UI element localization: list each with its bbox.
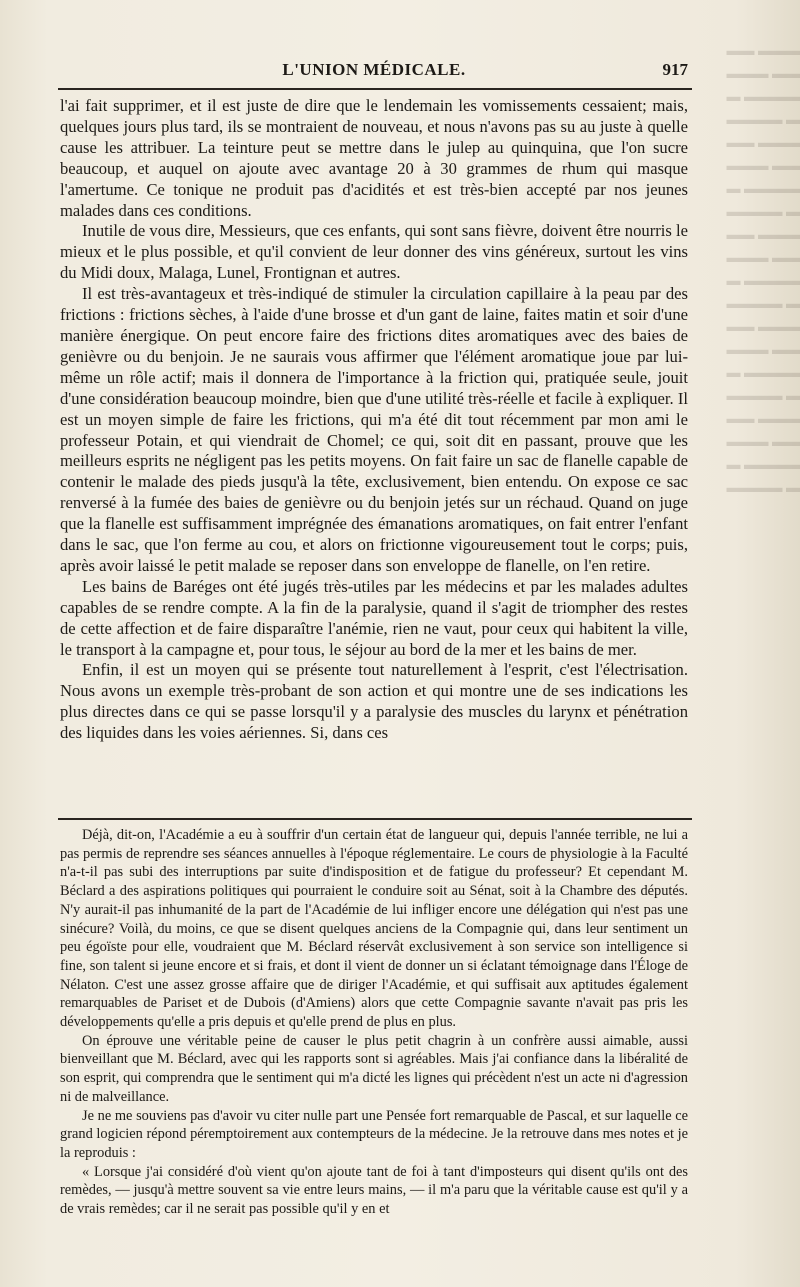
- body-paragraph-5: Enfin, il est un moyen qui se présente tout naturellement à l'esprit, c'est l'électrisation. Nous avons un exemple très-probant de son action et qui montre une de ses indications les plus directes dans ce qui se passe lorsqu'il y a paralysie des muscles du larynx et pénétration des liquides dans les voies aériennes. Si, dans ces: [60, 660, 688, 743]
- header-rule: [58, 88, 692, 90]
- body-paragraph-2: Inutile de vous dire, Messieurs, que ces enfants, qui sont sans fièvre, doivent être nourris le mieux et le plus possible, et qu'il convient de leur donner des vins généreux, surtout les vins du Midi doux, Malaga, Lunel, Frontignan et autres.: [60, 221, 688, 283]
- note-paragraph-4: « Lorsque j'ai considéré d'où vient qu'on ajoute tant de foi à tant d'imposteurs qui disent qu'ils ont des remèdes, — jusqu'à mettre souvent sa vie entre leurs mains, — il m'a paru que la véritable cause est qu'il y a de vrais remèdes; car il ne serait pas possible qu'il y en et: [60, 1163, 688, 1218]
- note-paragraph-1: Déjà, dit-on, l'Académie a eu à souffrir d'un certain état de langueur qui, depuis l'année terrible, ne lui a pas permis de reprendre ses séances annuelles à l'époque réglementaire. Le cours de physiologie à la Faculté n'a-t-il pas subi des interruptions par suite d'indisposition et de fatigue du professeur? Et cependant M. Béclard a des aspirations politiques qui pourraient le conduire soit au Sénat, soit à la Chambre des députés. N'y aurait-il pas inhumanité de la part de l'Académie de lui infliger encore une délégation qui n'est pas une sinécure? Voilà, du moins, ce que se disent quelques anciens de la Compagnie qui, dans leur sentiment un peu égoïste pour elle, voudraient que M. Béclard réservât exclusivement à son service son intelligence si fine, son talent si jeune encore et si frais, et dont il vient de donner un si éclatant témoignage dans l'Éloge de Nélaton. C'est une assez grosse affaire que de diriger l'Académie, et qui suffisait aux aptitudes également remarquables de Pariset et de Dubois (d'Amiens) alors que cette Compagnie savante n'avait pas pris les développements qu'elle a pris depuis et qu'elle prend de plus en plus.: [60, 827, 688, 1031]
- note-paragraph-2: On éprouve une véritable peine de causer le plus petit chagrin à un confrère aussi aimable, aussi bienveillant que M. Béclard, avec qui les rapports sont si agréables. Mais j'ai confiance dans la libéralité de son esprit, qui comprendra que le sentiment qui m'a dicté les lignes qui précèdent n'est un acte ni d'agression ni de malveillance.: [60, 1032, 688, 1105]
- running-title: L'UNION MÉDICALE.: [282, 60, 466, 79]
- body-paragraph-1: l'ai fait supprimer, et il est juste de dire que le lendemain les vomissements cessaient; mais, quelques jours plus tard, ils se montraient de nouveau, et nous n'avons pas su au juste à quelle cause les attribuer. La teinture peut se mettre dans le julep au quinquina, que l'on sucre beaucoup, et auquel on ajoute avec avantage 20 à 30 grammes de rhum qui masque l'amertume. Ce tonique ne produit pas d'acidités et est très-bien accepté par nos jeunes malades dans ces conditions.: [60, 96, 688, 220]
- show-through-texture: ▬▬▬ ▬▬ ▬▬ ▬▬▬ ▬▬▬▬ ▬ ▬ ▬▬▬▬ ▬▬▬ ▬▬ ▬▬ ▬▬▬ ▬▬▬▬ ▬ ▬ ▬▬▬▬ ▬▬▬ ▬▬ ▬▬ ▬▬▬ ▬▬▬▬ ▬ ▬ ▬▬▬▬ ▬▬▬ ▬▬ ▬▬ ▬▬▬ ▬▬▬▬ ▬ ▬ ▬▬▬▬ ▬▬▬ ▬▬ ▬▬ ▬▬▬ ▬▬▬▬ ▬ ▬ ▬▬▬▬: [726, 44, 800, 496]
- page-number: 917: [662, 60, 688, 79]
- page-header: [60, 58, 688, 86]
- feuilleton-text: [60, 826, 688, 1219]
- main-text: [60, 96, 688, 744]
- note-paragraph-3: Je ne me souviens pas d'avoir vu citer nulle part une Pensée fort remarquable de Pascal, et sur laquelle ce grand logicien répond péremptoirement aux contempteurs de la médecine. Je la retrouve dans mes notes et je la reproduis :: [60, 1107, 688, 1161]
- section-rule: [58, 818, 692, 820]
- body-paragraph-3: Il est très-avantageux et très-indiqué de stimuler la circulation capillaire à la peau par des frictions : frictions sèches, à l'aide d'une brosse et d'un gant de laine, faites matin et soir d'une manière énergique. On peut encore faire des frictions dites aromatiques avec des baies de genièvre ou du benjoin. Je ne saurais vous affirmer que l'élément aromatique joue par lui-même un rôle actif; mais il donnera de l'importance à la friction qui, pratiquée seule, jouit d'une considération beaucoup moindre, bien que d'une utilité très-réelle et facile à expliquer. Il est un moyen simple de faire les frictions, qui m'a été dit tout récemment par mon ami le professeur Potain, et qui viendrait de Chomel; ce qui, soit dit en passant, prouve que les meilleurs esprits ne négligent pas les petits moyens. On fait faire un sac de flanelle capable de contenir le malade des pieds jusqu'à la tête, exclusivement, bien entendu. On expose ce sac renversé à la fumée des baies de genièvre ou du benjoin jetés sur un réchaud. Quand on juge que la flanelle est suffisamment imprégnée des émanations aromatiques, on fait entrer l'enfant dans le sac, que l'on ferme au cou, et alors on frictionne vigoureusement tout le corps; puis, après avoir laissé le petit malade se reposer dans son enveloppe de flanelle, on l'en retire.: [60, 284, 688, 575]
- body-paragraph-4: Les bains de Baréges ont été jugés très-utiles par les médecins et par les malades adultes capables de se rendre compte. A la fin de la paralysie, quand il s'agit de triompher des restes de cette affection et de faire disparaître l'anémie, rien ne vaut, pour ceux qui habitent la ville, le transport à la campagne et, pour tous, le séjour au bord de la mer et les bains de mer.: [60, 576, 688, 659]
